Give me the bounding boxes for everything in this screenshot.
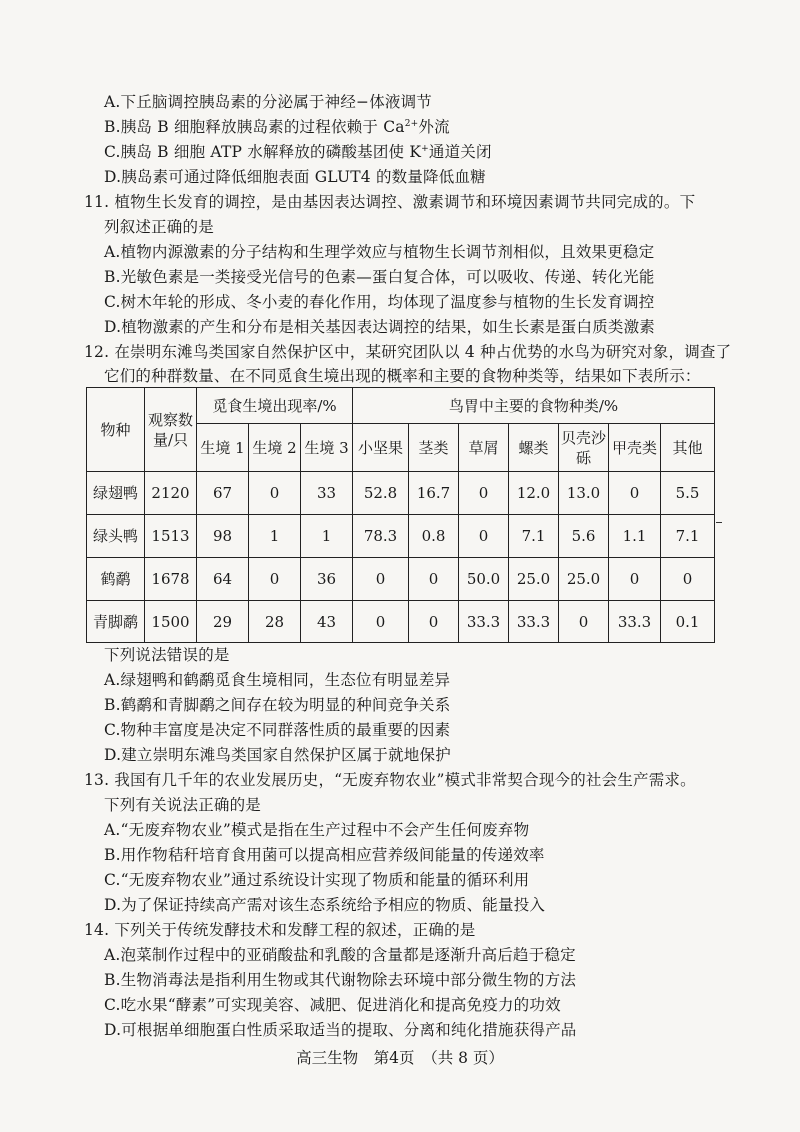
table-cell: 0.1: [661, 601, 715, 643]
header-food-grass: 草屑: [459, 424, 509, 472]
header-habitat-2: 生境 2: [249, 424, 301, 472]
table-cell: 25.0: [559, 558, 609, 601]
q12-option-c: C.物种丰富度是决定不同群落性质的最重要的因素: [104, 721, 451, 739]
table-cell: 0: [661, 558, 715, 601]
q10-option-c-text: C.胰岛 B 细胞 ATP 水解释放的磷酸基团使 K: [104, 143, 422, 161]
q13-option-d: D.为了保证持续高产需对该生态系统给予相应的物质、能量投入: [104, 896, 546, 914]
table-cell: 33: [301, 472, 353, 515]
q11-option-c: C.树木年轮的形成、冬小麦的春化作用，均体现了温度参与植物的生长发育调控: [104, 293, 655, 311]
table-cell: 36: [301, 558, 353, 601]
header-stomach-food: 鸟胃中主要的食物种类/%: [353, 388, 715, 424]
table-cell: 7.1: [661, 515, 715, 558]
table-cell: 0: [459, 472, 509, 515]
q12-ask: 下列说法错误的是: [104, 646, 230, 664]
table-cell: 0: [249, 558, 301, 601]
q13-option-a: A.“无废弃物农业”模式是指在生产过程中不会产生任何废弃物: [104, 821, 530, 839]
header-food-shell-gravel: 贝壳沙砾: [559, 424, 609, 472]
q14-option-a: A.泡菜制作过程中的亚硝酸盐和乳酸的含量都是逐渐升高后趋于稳定: [104, 946, 576, 964]
table-cell: 29: [197, 601, 249, 643]
q12-stem-line-1: 12. 在崇明东滩鸟类国家自然保护区中，某研究团队以 4 种占优势的水鸟为研究对象，调查了: [84, 343, 732, 361]
table-row: [87, 601, 715, 643]
header-habitat-3: 生境 3: [301, 424, 353, 472]
table-cell: 青脚鹬: [87, 601, 145, 643]
q13-stem-line-1: 13. 我国有几千年的农业发展历史，“无废弃物农业”模式非常契合现今的社会生产需求。: [84, 771, 696, 789]
q10-option-b: [104, 115, 450, 139]
table-cell: 2120: [145, 472, 197, 515]
table-cell: 鹤鹬: [87, 558, 145, 601]
header-species: 物种: [87, 388, 145, 472]
q12-stem-line-2: 它们的种群数量、在不同觅食生境出现的概率和主要的食物种类等，结果如下表所示：: [104, 367, 701, 385]
table-cell: 5.5: [661, 472, 715, 515]
table-row: [87, 558, 715, 601]
table-cell: 78.3: [353, 515, 409, 558]
table-cell: 0: [559, 601, 609, 643]
q10-option-b-text: B.胰岛 B 细胞释放胰岛素的过程依赖于 Ca: [104, 118, 405, 136]
table-cell: 0.8: [409, 515, 459, 558]
q10-option-a: A.下丘脑调控胰岛素的分泌属于神经−体液调节: [104, 93, 433, 111]
table-cell: 64: [197, 558, 249, 601]
q12-option-d: D.建立崇明东滩鸟类国家自然保护区属于就地保护: [104, 746, 451, 764]
table-cell: 16.7: [409, 472, 459, 515]
q13-stem-line-2: 下列有关说法正确的是: [104, 796, 262, 814]
header-habitat-rate: 觅食生境出现率/%: [197, 388, 353, 424]
header-food-stem: 茎类: [409, 424, 459, 472]
table-cell: 0: [609, 472, 661, 515]
q14-option-b: B.生物消毒法是指利用生物或其代谢物除去环境中部分微生物的方法: [104, 971, 577, 989]
table-cell: 28: [249, 601, 301, 643]
table-cell: 1500: [145, 601, 197, 643]
header-food-other: 其他: [661, 424, 715, 472]
table-cell: 0: [609, 558, 661, 601]
header-habitat-1: 生境 1: [197, 424, 249, 472]
table-row: [87, 515, 715, 558]
q11-stem-line-1: 11. 植物生长发育的调控，是由基因表达调控、激素调节和环境因素调节共同完成的。下: [84, 193, 696, 211]
table-cell: 33.3: [459, 601, 509, 643]
q14-option-c: C.吃水果“酵素”可实现美容、减肥、促进消化和提高免疫力的功效: [104, 996, 561, 1014]
table-cell: 1: [249, 515, 301, 558]
table-cell: 绿翅鸭: [87, 472, 145, 515]
header-food-crustacean: 甲壳类: [609, 424, 661, 472]
table-cell: 13.0: [559, 472, 609, 515]
header-food-snail: 螺类: [509, 424, 559, 472]
q10-option-c: [104, 140, 492, 164]
q10-option-d: D.胰岛素可通过降低细胞表面 GLUT4 的数量降低血糖: [104, 168, 486, 186]
table-cell: 0: [459, 515, 509, 558]
q12-option-b: B.鹤鹬和青脚鹬之间存在较为明显的种间竞争关系: [104, 696, 451, 714]
table-cell: 67: [197, 472, 249, 515]
header-count: 观察数量/只: [145, 388, 197, 472]
table-cell: 绿头鸭: [87, 515, 145, 558]
bird-survey-table: [86, 387, 715, 643]
header-food-nut: 小坚果: [353, 424, 409, 472]
table-cell: 1: [301, 515, 353, 558]
q14-option-d: D.可根据单细胞蛋白性质采取适当的提取、分离和纯化措施获得产品: [104, 1021, 577, 1039]
table-cell: 0: [353, 601, 409, 643]
table-cell: 1678: [145, 558, 197, 601]
table-cell: 0: [353, 558, 409, 601]
q14-stem: 14. 下列关于传统发酵技术和发酵工程的叙述，正确的是: [84, 921, 476, 939]
table-cell: 5.6: [559, 515, 609, 558]
table-cell: 52.8: [353, 472, 409, 515]
q10-option-c-tail: 通道关闭: [428, 143, 492, 161]
table-cell: 98: [197, 515, 249, 558]
table-cell: 25.0: [509, 558, 559, 601]
table-cell: 12.0: [509, 472, 559, 515]
page-footer: 高三生物 第4页 （共 8 页）: [296, 1049, 504, 1067]
table-cell: 33.3: [509, 601, 559, 643]
q10-option-b-tail: 外流: [418, 118, 450, 136]
table-cell: 1.1: [609, 515, 661, 558]
q10-option-c-superscript: +: [421, 144, 429, 154]
table-cell: 7.1: [509, 515, 559, 558]
table-cell: 43: [301, 601, 353, 643]
table-cell: 1513: [145, 515, 197, 558]
q11-option-d: D.植物激素的产生和分布是相关基因表达调控的结果，如生长素是蛋白质类激素: [104, 318, 656, 336]
q13-option-b: B.用作物秸秆培育食用菌可以提高相应营养级间能量的传递效率: [104, 846, 545, 864]
table-cell: 0: [249, 472, 301, 515]
q11-stem-line-2: 列叙述正确的是: [104, 218, 214, 236]
q13-option-c: C.“无废弃物农业”通过系统设计实现了物质和能量的循环利用: [104, 871, 530, 889]
table-cell: 0: [409, 558, 459, 601]
q11-option-b: B.光敏色素是一类接受光信号的色素—蛋白复合体，可以吸收、传递、转化光能: [104, 268, 655, 286]
q12-option-a: A.绿翅鸭和鹤鹬觅食生境相同，生态位有明显差异: [104, 671, 451, 689]
table-cell: 0: [409, 601, 459, 643]
table-row: [87, 472, 715, 515]
table-cell: 33.3: [609, 601, 661, 643]
margin-tick-mark: [716, 522, 722, 523]
q11-option-a: A.植物内源激素的分子结构和生理学效应与植物生长调节剂相似，且效果更稳定: [104, 243, 655, 261]
table-cell: 50.0: [459, 558, 509, 601]
q10-option-b-superscript: 2+: [404, 119, 419, 129]
